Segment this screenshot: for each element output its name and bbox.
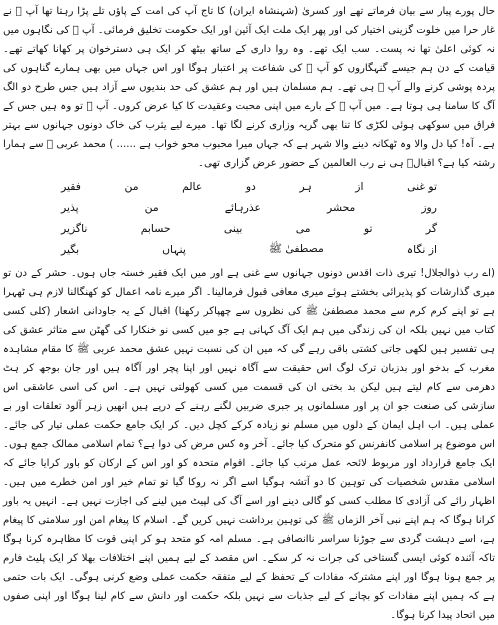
verse-word: فقیر [61, 180, 81, 193]
verse-word: حسابم [140, 222, 171, 235]
verse-word: ناگزیر [61, 222, 88, 235]
verse-line-3 [61, 218, 437, 239]
verse-line-1 [61, 176, 437, 197]
verse-word: می [295, 222, 311, 235]
verse-word: تو غنی [407, 180, 437, 193]
verse-word: عذرہائے [224, 201, 261, 214]
verse-word: بینی [223, 222, 243, 235]
verse-word: ہر [299, 180, 312, 193]
verse-word: من [144, 201, 159, 214]
verse-line-2 [61, 197, 437, 218]
verse-word: پنہاں [162, 243, 186, 256]
verse-word: گر [425, 222, 437, 235]
verse-line-4 [61, 239, 437, 260]
verse-word: بگیر [61, 243, 80, 256]
verse-word: مصطفیٰ ﷺ [268, 241, 324, 255]
article-paragraph-body: (اے رب ذوالجلال! تیری ذات اقدس دونوں جہانوں سے غنی ہے اور میں ایک فقیر خستہ جاں ہوں۔ حشر کے دن تو میری گذارشات کو پذیرائی بخشتے ہوئے میری معافی قبول فرمالینا۔ اگر میرے نامہ اعمال کو کھنگالنا لازم ہی ٹھہرا ہے تو اپنے کرم کرم سے محمد مصطفیٰ ﷺ کی نظروں سے چھپاکر رکھنا) اقبال کے یہ جاودانی اشعار (کلی کسی کتاب میں نہیں بلکہ ان کی زندگی میں ہم ایک آگ کہانی ہے جو میں کسی نو خنکارا کی گھٹن سے متاثر عشق کی ہی تفسیر ہیں لکھی جاتی کشتی باقی رہے گی کہ میں ان کی نسبت نہیں عشق محمد عربی ﷺ کا مقام مشاہدہ مغرب کے بدخو اور بدزبان ترک لوگ اس حقیقت سے آگاہ نہیں اور اپنا پچر اور آگاہ ہیں اور جان بوجھ کر ہٹ دھرمی سے کام لیتے ہیں لیکن بد بختی ان کی قسمت میں کسی کھولتی نہیں ہے۔ اس کی اسی عاشقی اس سازشی کی صنعت جو ان پر اور مسلمانوں پر جبری ضربیں لگنے رہنے کے درپے ہیں انھیں زہر آلود تعلقات اور بے عملی ہیں۔ اب اہل ایمان کے دلوں میں مسلم نو زیادہ کرکے کچل دیں۔ کر ایک جامع حکمت عملی تیار کی جائے۔ اس موضوع پر اسلامی کانفرنس کو متحرک کیا جائے۔ آخر وہ کس مرض کی دوا ہے؟ تمام اسلامی ممالک جمع ہوں۔ ایک جامع قرارداد اور مربوط لائحہ عمل مرتب کیا جائے۔ اقوام متحدہ کو اور اس کے ارکان کو باور کرایا جائے کہ اسلامی مقدس شخصیات کی توہین کا دو آتشہ ہوگیا اسے اگر نہ روکا گیا تو تمام خیر اور امن خطرے میں ہیں۔ اظہار رائے کی آزادی کا مطلب کسی کو گالی دینے اور اسے آگ کی لپیٹ میں لینے کی اجازت نہیں ہے۔ انہیں یہ باور کرانا ہوگا کہ ہم اپنے نبی آخر الزماں ﷺ کی توہین برداشت نہیں کریں گے۔ اسلام کا پیغام امن اور سلامتی کا پیغام ہے، اسے دہشت گردی سے جوڑنا سراسر ناانصافی ہے۔ مسلم امہ کو متحد ہو کر اپنی قوت کا مظاہرہ کرنا ہوگا تاکہ آئندہ کوئی ایسی گستاخی کی جرات نہ کر سکے۔ اس مقصد کے لیے ہمیں اپنے اختلافات بھلا کر ایک پلیٹ فارم پر جمع ہونا ہوگا اور اپنے مشترکہ مفادات کے تحفظ کے لیے متفقہ حکمت عملی وضع کرنی ہوگی۔ ایک بات حتمی ہے کہ ہمیں اپنے مفادات کو بچانے کے لیے جذبات سے نہیں بلکہ حکمت اور دانش سے کام لینا ہوگا اور اپنی صفوں میں اتحاد پیدا کرنا ہوگا۔ [3, 268, 495, 621]
verse-word: تو [363, 222, 373, 235]
verse-word: دو [245, 180, 256, 193]
verse-word: عالم [182, 180, 203, 193]
verse-word: محشر [326, 201, 356, 214]
verse-word: پذیر [61, 201, 79, 214]
verse-word: از [355, 180, 364, 193]
verse-word: روز [421, 201, 437, 214]
verse-word: از نگاہ [406, 243, 437, 256]
verse-word: من [124, 180, 139, 193]
article-paragraph-intro: حال پورے پیار سے بیان فرماتے تھے اور کسریٰ (شہنشاہ ایران) کا تاج آپ کی امت کے پاؤں تلے پڑا رہتا تھا آپ ﷺ نے غار حرا میں خلوت گزینی اختیار کی اور پھر ایک ملت ایک آئین اور ایک حکومت تخلیق فرمائی۔ آپ ﷺ کی نگاہوں میں نہ کوئی اعلیٰ تھا نہ پست۔ سب ایک تھے۔ وہ روا داری کے ساتھ بیٹھ کر ایک ہی دسترخوان پر کھانا کھاتے تھے۔ قیامت کے دن ہم جیسے گنہگاروں کو آپ ﷺ کی شفاعت پر اعتبار ہوگا اور اس جہاں میں بھی ہمارے گناہوں کی پردہ پوشی کرنے والے آپ ﷺ ہی تھے۔ ہم مسلمان ہیں اور ہم عشق کی حد بندیوں سے آزاد ہیں جس طرح دو الگ آگ کا سامنا ہی ہوتا ہے۔ میں آپ ﷺ کے بارے میں اپنی محبت وعقیدت کا کیا عرض کروں۔ آپ ﷺ تو وہ ہیں جس کے فراق میں سوکھی ہوئی لکڑی کا تنا بھی گریہ وزاری کرنے لگا تھا۔ میرے لیے یثرب کی خاک دونوں جہانوں سے بہتر ہے۔ آہ! کیا دل والا وہ ٹھکانہ دینے والا شہر ہے کہ جہاں میرا محبوب محو خواب ہے ...... ) محمد عربی ﷺ سے ہمارا رشتہ کیا ہے؟ اقبالؒ ہی نے رب العالمین کے حضور عرض گزاری تھی۔ [3, 6, 495, 169]
persian-verse-block [3, 176, 495, 260]
